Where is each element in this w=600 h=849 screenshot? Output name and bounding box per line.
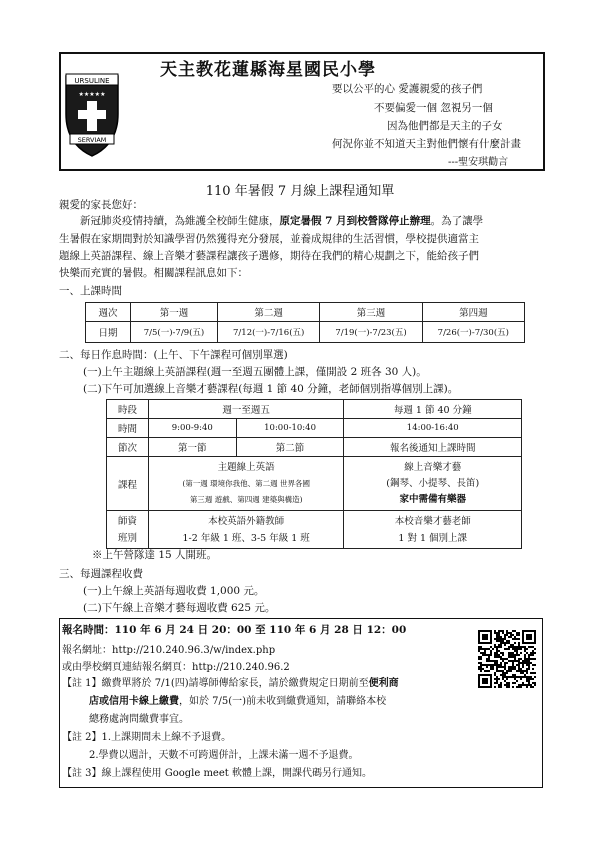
greeting: 親愛的家長您好： (59, 199, 143, 211)
section1-heading: 一、上課時間 (59, 285, 122, 297)
note-1-line-3: 總務處詢問繳費事宜。 (89, 714, 189, 725)
session-label: 節次 (107, 438, 149, 457)
motto-line-1: 要以公平的心 愛護親愛的孩子們 (332, 83, 483, 95)
course-label: 課程 (107, 457, 149, 511)
svg-text:SERVIAM: SERVIAM (77, 136, 107, 144)
intro-bold: 原定暑假 7 月到校營隊停止辦理 (279, 215, 431, 227)
note-2-line-2: 2.學費以週計，天數不可跨週併計，上課未滿一週不予退費。 (89, 750, 359, 761)
time-label: 時間 (107, 419, 149, 438)
week-3: 第三週 (320, 303, 422, 322)
motto-line-4: 何況你並不知道天主對他們懷有什麼計畫 (332, 138, 521, 150)
page-title: 110 年暑假 7 月線上課程通知單 (205, 184, 395, 199)
intro-line-2: 生暑假在家期間對於知識學習仍然獲得充分發展，並養成規律的生活習慣，學校提供適當主 (59, 233, 479, 245)
course-music-title: 線上音樂才藝 (404, 461, 462, 473)
section2-item-1: (一)上午主題線上英語課程(週一至週五團體上課，僅開設 2 班各 30 人)。 (83, 366, 427, 378)
time-3: 14:00-16:40 (344, 419, 522, 438)
week-1: 第一週 (131, 303, 218, 322)
note-3-tag: 【註 3】 (62, 768, 102, 779)
week-2: 第二週 (218, 303, 320, 322)
motto-attribution: ---聖安琪勸言 (448, 157, 509, 168)
section3-item-1: (一)上午線上英語每週收費 1,000 元。 (83, 585, 265, 597)
date-label: 日期 (86, 322, 131, 343)
motto-line-2: 不要偏愛一個 忽視另一個 (374, 102, 493, 114)
note-1-tag: 【註 1】 (62, 678, 102, 689)
period-pm: 每週 1 節 40 分鐘 (344, 400, 522, 419)
intro-line-1: 新冠肺炎疫情持續，為維護全校師生健康，原定暑假 7 月到校營隊停止辦理。為了讓學 (80, 215, 484, 227)
teacher-english: 本校英語外籍教師 1-2 年級 1 班、3-5 年級 1 班 (148, 511, 344, 549)
course-english-line-2: 第三週 遊戲、第四週 建築與構造) (189, 494, 303, 504)
teacher-label: 師資 班別 (107, 511, 149, 549)
session-1: 第一節 (148, 438, 236, 457)
note-1-line-2: 店或信用卡線上繳費，如於 7/5(一)前未收到繳費通知，請聯絡本校 (89, 696, 387, 707)
section2-heading: 二、每日作息時間：(上午、下午課程可個別單選) (59, 349, 288, 361)
date-4: 7/26(一)-7/30(五) (422, 322, 524, 343)
motto-line-3: 因為他們都是天主的子女 (387, 120, 503, 132)
note-2-tag: 【註 2】 (62, 732, 102, 743)
note-2: 【註 2】1.上課期間未上線不予退費。 (62, 732, 232, 743)
date-1: 7/5(一)-7/9(五) (131, 322, 218, 343)
svg-text:URSULINE: URSULINE (74, 77, 110, 85)
time-2: 10:00-10:40 (236, 419, 344, 438)
course-english-title: 主題線上英語 (217, 461, 275, 473)
note-1-bold-2: 店或信用卡線上繳費 (89, 696, 179, 707)
schedule-table (85, 302, 525, 343)
section2-item-2: (二)下午可加選線上音樂才藝課程(每週 1 節 40 分鐘，老師個別指導個別上課)。 (83, 383, 459, 395)
qr-code[interactable] (478, 630, 536, 688)
note-3: 【註 3】線上課程使用 Google meet 軟體上課，開課代碼另行通知。 (62, 768, 372, 779)
date-2: 7/12(一)-7/16(五) (218, 322, 320, 343)
registration-url[interactable]: 報名網址：http://210.240.96.3/w/index.php (62, 645, 276, 656)
course-english-line-1: (第一週 環境你我他、第二週 世界各國 (182, 478, 311, 488)
session-3: 報名後通知上課時間 (344, 438, 522, 457)
course-music (344, 457, 522, 511)
section3-item-2: (二)下午線上音樂才藝每週收費 625 元。 (83, 602, 276, 614)
school-crest (60, 68, 124, 158)
note-1: 【註 1】繳費單將於 7/1(四)請導師傳給家長，請於繳費規定日期前至便利商 (62, 678, 399, 689)
session-2: 第二節 (236, 438, 344, 457)
registration-alt-url[interactable]: 或由學校網頁連結報名網頁：http://210.240.96.2 (62, 662, 290, 673)
intro-line-3: 題線上英語課程、線上音樂才藝課程讓孩子選修，期待在我們的精心規劃之下，能給孩子們 (59, 250, 479, 262)
course-english (148, 457, 344, 511)
time-1: 9:00-9:40 (148, 419, 236, 438)
date-3: 7/19(一)-7/23(五) (320, 322, 422, 343)
daily-schedule-table (106, 399, 522, 549)
week-4: 第四週 (422, 303, 524, 322)
school-name: 天主教花蓮縣海星國民小學 (160, 60, 376, 80)
camp-note: ※上午營隊達 15 人開班。 (92, 549, 218, 561)
course-music-line-1: (鋼琴、小提琴、長笛) (386, 477, 480, 489)
section3-heading: 三、每週課程收費 (59, 568, 143, 580)
intro-line-4: 快樂而充實的暑假。相關課程訊息如下： (59, 267, 248, 279)
note-1-bold-1: 便利商 (368, 678, 399, 689)
week-label: 週次 (86, 303, 131, 322)
teacher-music: 本校音樂才藝老師 1 對 1 個別上課 (344, 511, 522, 549)
svg-text:★★★★★: ★★★★★ (78, 91, 106, 98)
period-am: 週一至週五 (148, 400, 344, 419)
registration-time: 報名時間：110 年 6 月 24 日 20：00 至 110 年 6 月 28 日 12：00 (62, 624, 407, 636)
course-music-line-2: 家中需備有樂器 (399, 493, 466, 505)
period-label: 時段 (107, 400, 149, 419)
